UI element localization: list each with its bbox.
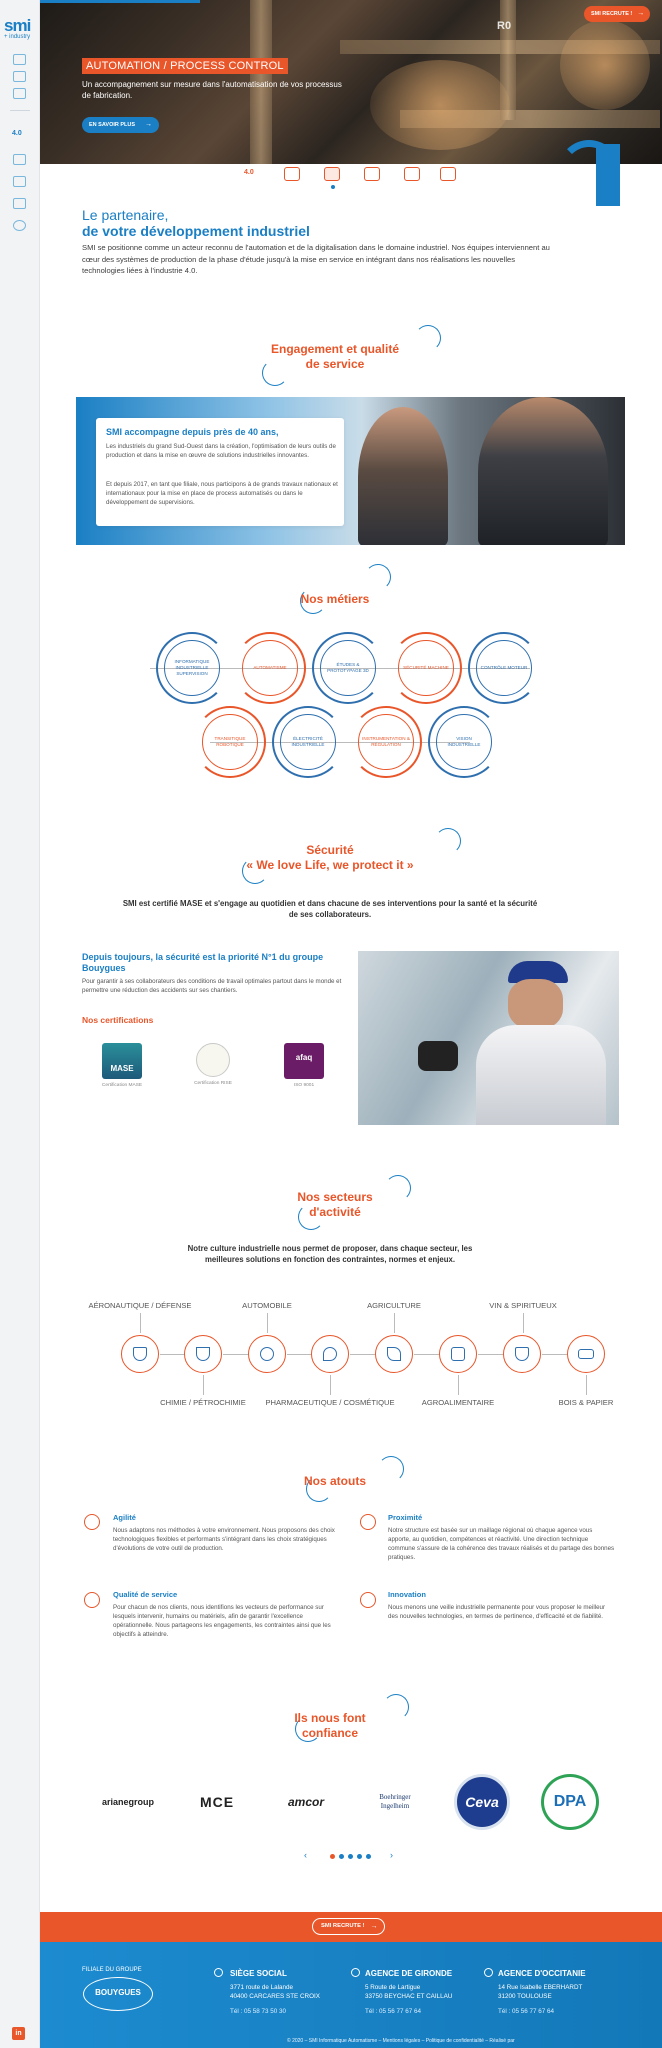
engagement-card-text-2: Et depuis 2017, en tant que filiale, nous participons à de grands travaux nationaux et internationaux pour la mise en place de process automatisés ou dans le développement de supervisions. [106, 481, 338, 506]
partner-title-line1: Le partenaire, [82, 207, 169, 223]
office-title: SIÈGE SOCIAL [230, 1969, 287, 1978]
metier-controle[interactable] [468, 632, 540, 704]
worker-photo [358, 951, 619, 1125]
location-pin-icon [484, 1968, 493, 1977]
carousel-dot[interactable] [339, 1854, 344, 1859]
atout-title: Qualité de service [113, 1590, 178, 1599]
next-arrow-icon[interactable]: › [390, 1850, 393, 1860]
sector-connector [350, 1354, 375, 1355]
sector-connector [160, 1354, 184, 1355]
sector-tick [203, 1375, 204, 1395]
sidebar [0, 0, 40, 2048]
mail-icon[interactable] [13, 88, 26, 99]
hero-tag: R0 [497, 20, 512, 32]
metier-label: VISION INDUSTRIELLE [436, 714, 492, 770]
logo[interactable] [4, 16, 38, 40]
office-address: 3771 route de Lalande [230, 1984, 294, 1991]
location-pin-icon [214, 1968, 223, 1977]
sector-label: AGRICULTURE [367, 1301, 421, 1310]
clients-title-line1: Ils nous font [294, 1711, 366, 1725]
star-icon [84, 1592, 100, 1608]
metier-label: AUTOMATISME [242, 640, 298, 696]
tab-robot-icon[interactable] [364, 167, 380, 181]
sector-tick [140, 1313, 141, 1333]
recruit-label: SMI RECRUTE ! [321, 1923, 365, 1929]
sector-label: BOIS & PAPIER [558, 1398, 614, 1407]
metier-label: INFORMATIQUE INDUSTRIELLE SUPERVISION [164, 640, 220, 696]
engagement-title-line1: Engagement et qualité [270, 342, 400, 356]
certifications-title: Nos certifications [82, 1015, 154, 1025]
metier-label: INSTRUMENTATION & RÉGULATION [358, 714, 414, 770]
secteurs-title-line2: d'activité [309, 1205, 361, 1219]
search-icon [360, 1592, 376, 1608]
atout-title: Agilité [113, 1513, 136, 1522]
rise-logo [196, 1043, 230, 1077]
hero-progress-bar [40, 0, 200, 3]
atout-text: Pour chacun de nos clients, nous identifions les vecteurs de performance sur lesquels intervenir, humains ou matériels, afin de garantir l'excellence opérationnelle. Nous partageons les engagements, les contraintes ainsi que les objectifs à atteindre. [113, 1604, 331, 1638]
office-address: 14 Rue Isabelle EBERHARDT [498, 1984, 583, 1991]
tab-active-indicator [331, 185, 335, 189]
arrow-right-icon: → [145, 121, 153, 128]
client-logo-mce[interactable] [182, 1784, 252, 1820]
client-name: MCE [199, 1794, 235, 1810]
clients-title-line2: confiance [301, 1726, 358, 1740]
sector-label: AÉRONAUTIQUE / DÉFENSE [88, 1301, 192, 1310]
carousel-dot[interactable] [330, 1854, 335, 1859]
sidebar-divider [10, 110, 30, 111]
robot-icon[interactable] [13, 220, 26, 231]
securite-title-line1: Sécurité [306, 843, 354, 857]
securite-title-line2: « We love Life, we protect it » [246, 858, 414, 872]
metier-label: CONTRÔLE MOTEUR [476, 640, 532, 696]
clients-title [270, 1711, 390, 1741]
atouts-title: Nos atouts [303, 1474, 366, 1488]
cert-caption: Certification RISE [194, 1081, 232, 1086]
atout-title: Proximité [388, 1513, 423, 1522]
factory-icon[interactable] [13, 198, 26, 209]
secteurs-subtitle: Notre culture industrielle nous permet de proposer, dans chaque secteur, les meilleures solutions en fonction des contraintes, normes et enjeux. [187, 1244, 473, 1264]
client-logo-dpa[interactable] [541, 1774, 599, 1830]
engagement-title-line2: de service [305, 357, 365, 371]
prev-arrow-icon[interactable]: ‹ [304, 1850, 307, 1860]
cert-caption: ISO 9001 [293, 1083, 315, 1088]
linkedin-icon[interactable]: in [12, 2027, 25, 2040]
client-name: Ceva [465, 1794, 499, 1810]
bouygues-safety-text: Pour garantir à ses collaborateurs des conditions de travail optimales partout dans le monde et permettre une réduction des accidents sur ses chantiers. [82, 978, 342, 994]
sector-label: PHARMACEUTIQUE / COSMÉTIQUE [265, 1398, 395, 1407]
industry-icon[interactable]: 4.0 [12, 130, 22, 137]
group-label: FILIALE DU GROUPE [82, 1967, 142, 1973]
sector-agri-icon[interactable] [375, 1335, 413, 1373]
office-address: 5 Route de Lartigue [365, 1984, 421, 1991]
metier-label: SÉCURITÉ MACHINE [398, 640, 454, 696]
client-name: Boehringer Ingelheim [379, 1793, 411, 1810]
sector-connector [478, 1354, 503, 1355]
arrow-right-icon: → [637, 10, 645, 17]
client-name: DPA [553, 1793, 587, 1810]
metier-etudes[interactable] [312, 632, 384, 704]
office-address: 33750 BEYCHAC ET CAILLAU [365, 1993, 453, 2000]
arrow-right-icon: → [370, 1923, 378, 1930]
logo-subtext: + industry [4, 34, 31, 40]
location-pin-icon [351, 1968, 360, 1977]
client-logo-arianegroup[interactable] [92, 1784, 164, 1820]
metier-label: ÉTUDES & PROTOTYPAGE 3D [320, 640, 376, 696]
tab-industry-4-icon[interactable]: 4.0 [244, 169, 254, 176]
tab-factory-icon[interactable] [404, 167, 420, 181]
tab-energy-icon[interactable] [440, 167, 456, 181]
cert-rise [183, 1043, 243, 1086]
metier-vision[interactable] [428, 706, 500, 778]
partner-title-line2: de votre développement industriel [82, 223, 310, 239]
cert-mase [92, 1043, 152, 1088]
home-icon[interactable] [13, 54, 26, 65]
client-logo-amcor[interactable] [270, 1784, 342, 1820]
cert-iso [274, 1043, 334, 1088]
engagement-card-title: SMI accompagne depuis près de 40 ans, [106, 427, 279, 437]
sector-label: AGROALIMENTAIRE [421, 1398, 495, 1407]
securite-subtitle: SMI est certifié MASE et s'engage au quotidien et dans chacune de ses interventions pour la santé et la sécurité de ses collaborateurs. [122, 899, 538, 919]
afaq-logo: afaq [284, 1043, 324, 1079]
metier-securite[interactable] [390, 632, 462, 704]
recruit-button[interactable] [584, 6, 650, 22]
carousel-dot[interactable] [348, 1854, 353, 1859]
metier-electricite[interactable] [272, 706, 344, 778]
atout-title: Innovation [388, 1590, 426, 1599]
bouygues-logo[interactable]: BOUYGUES [83, 1977, 153, 2011]
screen-icon[interactable] [13, 176, 26, 187]
recruit-label: SMI RECRUTE ! [591, 11, 633, 17]
sector-auto-icon[interactable] [248, 1335, 286, 1373]
cert-caption: Certification MASE [101, 1083, 143, 1088]
bouygues-safety-title: Depuis toujours, la sécurité est la priorité N°1 du groupe Bouygues [82, 952, 324, 973]
client-name: arianegroup [101, 1797, 154, 1807]
copyright: © 2020 – SMI Informatique Automatisme – Mentions légales – Politique de confidentialité – Réalisé par [287, 2038, 515, 2044]
atout-text: Nous adaptons nos méthodes à votre environnement. Nous proposons des choix technologiques flexibles et performants s'intégrant dans les choix stratégiques d'évolutions de votre outil de production. [113, 1527, 335, 1552]
carousel-dot[interactable] [366, 1854, 371, 1859]
office-address: 40400 CARCARES STE CROIX [230, 1993, 320, 2000]
office-phone[interactable]: Tél : 05 56 77 67 64 [498, 2008, 555, 2015]
sector-chimie-icon[interactable] [184, 1335, 222, 1373]
decorative-corner [596, 144, 620, 206]
mase-logo: MASE [102, 1043, 142, 1079]
metier-automatisme[interactable] [234, 632, 306, 704]
client-logo-ceva[interactable] [454, 1774, 510, 1830]
sector-aero-icon[interactable] [121, 1335, 159, 1373]
office-title: AGENCE D'OCCITANIE [498, 1969, 586, 1978]
sector-agro-icon[interactable] [439, 1335, 477, 1373]
learn-more-label: EN SAVOIR PLUS [89, 122, 136, 128]
grid-icon[interactable] [13, 71, 26, 82]
clients-carousel-nav [300, 1852, 400, 1862]
sector-tick [586, 1375, 587, 1395]
engagement-card-text-1: Les industriels du grand Sud-Ouest dans la création, l'optimisation de leurs outils de production et dans la mise en œuvre de solutions industrielles innovantes. [106, 443, 336, 459]
sector-tick [394, 1313, 395, 1333]
agility-icon [84, 1514, 100, 1530]
sector-label: CHIMIE / PÉTROCHIMIE [160, 1398, 246, 1407]
metiers-title: Nos métiers [300, 592, 370, 606]
hero-title: AUTOMATION / PROCESS CONTROL [82, 58, 288, 74]
sector-tick [330, 1375, 331, 1395]
footer-recruit-button[interactable] [312, 1918, 385, 1935]
atout-text: Notre structure est basée sur un maillage régional où chaque agence vous apporte, au quotidien, compétences et réactivité. Une direction technique commune s'assure de la cohérence des travaux réalisés et du partage des bonnes pratiques. [388, 1527, 615, 1561]
metier-informatique[interactable] [156, 632, 228, 704]
metier-label: TRANSITIQUE ROBOTIQUE [202, 714, 258, 770]
sector-connector [414, 1354, 439, 1355]
partner-text: SMI se positionne comme un acteur reconnu de l'automation et de la digitalisation dans le domaine industriel. Nos équipes interviennent au cœur des systèmes de production de la phase d'étude jusqu'à la mise en service en intégrant dans nos réalisations les nouvelles technologies liées à l'industrie 4.0. [82, 243, 550, 275]
atout-text: Nous menons une veille industrielle permanente pour vous proposer le meilleur des nouvelles technologies, en termes de pertinence, d'efficacité et de fiabilité. [388, 1604, 606, 1620]
gear-icon[interactable] [13, 154, 26, 165]
tab-automation-icon[interactable] [324, 167, 340, 181]
sector-connector [223, 1354, 248, 1355]
tab-supervision-icon[interactable] [284, 167, 300, 181]
sector-pharma-icon[interactable] [311, 1335, 349, 1373]
secteurs-title [260, 1190, 410, 1220]
sector-label: VIN & SPIRITUEUX [489, 1301, 557, 1310]
sector-vin-icon[interactable] [503, 1335, 541, 1373]
metier-label: ÉLECTRICITÉ INDUSTRIELLE [280, 714, 336, 770]
carousel-dot[interactable] [357, 1854, 362, 1859]
metier-transitique[interactable] [194, 706, 266, 778]
sector-tick [458, 1375, 459, 1395]
location-icon [360, 1514, 376, 1530]
office-address: 31200 TOULOUSE [498, 1993, 552, 2000]
sector-bois-icon[interactable] [567, 1335, 605, 1373]
client-name: amcor [287, 1795, 325, 1809]
office-phone[interactable]: Tél : 05 56 77 67 64 [365, 2008, 422, 2015]
sector-label: AUTOMOBILE [242, 1301, 292, 1310]
client-logo-boehringer[interactable] [360, 1784, 430, 1820]
office-title: AGENCE DE GIRONDE [365, 1969, 453, 1978]
slider-tabs [240, 167, 460, 189]
metier-instrumentation[interactable] [350, 706, 422, 778]
securite-title [200, 843, 460, 873]
sector-tick [267, 1313, 268, 1333]
logo-text: smi [4, 16, 31, 35]
decorative-arc [365, 564, 391, 590]
sector-tick [523, 1313, 524, 1333]
secteurs-title-line1: Nos secteurs [297, 1190, 373, 1204]
learn-more-button[interactable] [82, 117, 159, 133]
sector-connector [287, 1354, 311, 1355]
office-phone[interactable]: Tél : 05 58 73 50 30 [230, 2008, 287, 2015]
hero-subtitle: Un accompagnement sur mesure dans l'automatisation de vos processus de fabrication. [82, 80, 342, 100]
engagement-title [240, 342, 430, 372]
sector-connector [542, 1354, 567, 1355]
